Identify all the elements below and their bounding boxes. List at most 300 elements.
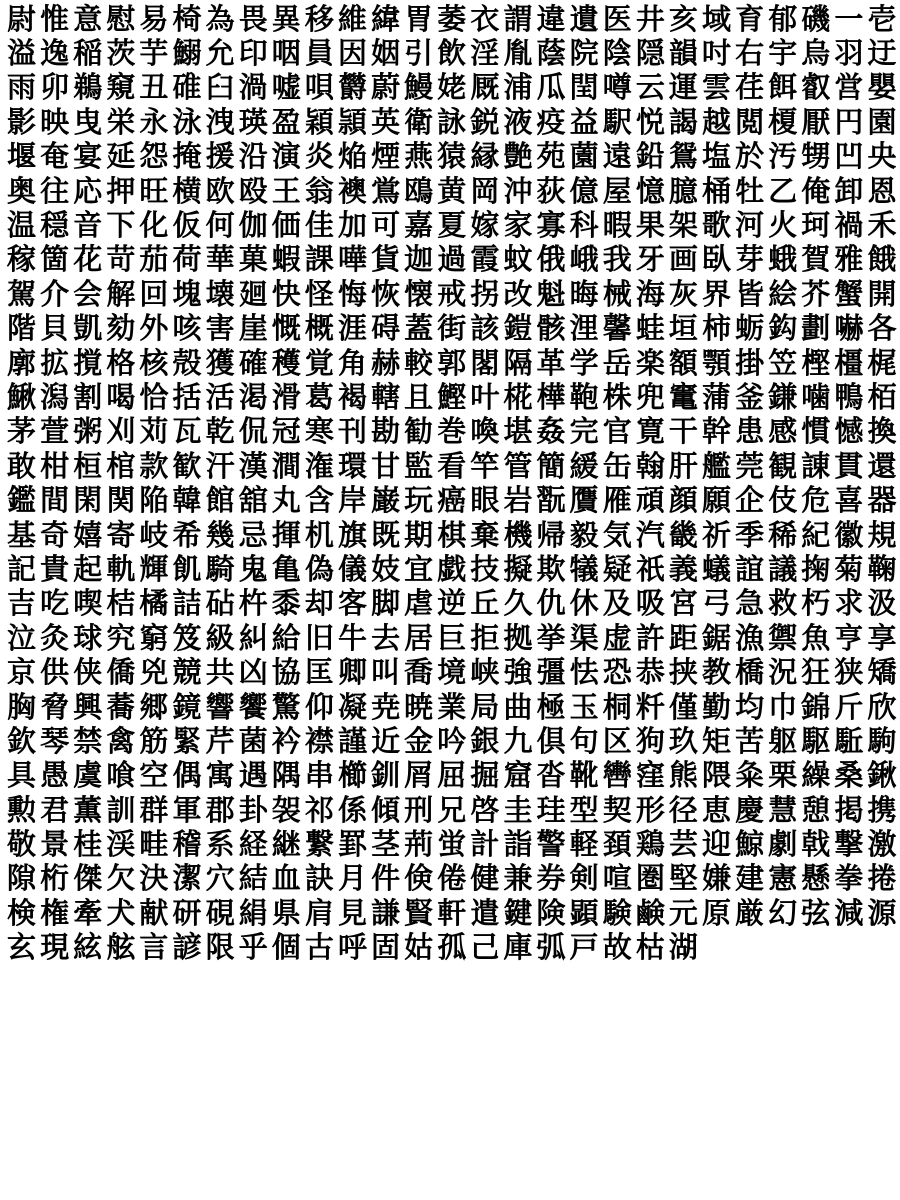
kanji-glyph: 許 bbox=[635, 621, 665, 655]
kanji-glyph: 曲 bbox=[503, 689, 533, 724]
kanji-glyph: 吉 bbox=[7, 586, 37, 621]
kanji-glyph: 雁 bbox=[602, 483, 632, 518]
kanji-glyph: 掲 bbox=[834, 792, 864, 827]
kanji-glyph: 株 bbox=[602, 380, 632, 414]
kanji-glyph: 喜 bbox=[834, 483, 864, 518]
kanji-glyph: 気 bbox=[602, 517, 632, 552]
kanji-glyph: 姥 bbox=[437, 70, 467, 105]
kanji-glyph: 央 bbox=[867, 139, 897, 174]
kanji-glyph: 階 bbox=[7, 311, 37, 346]
kanji-glyph: 兼 bbox=[503, 861, 533, 896]
kanji-glyph: 苦 bbox=[735, 724, 765, 758]
kanji-glyph: 殴 bbox=[238, 173, 268, 208]
kanji-glyph: 獲 bbox=[205, 345, 235, 380]
kanji-glyph: 個 bbox=[271, 930, 301, 965]
kanji-glyph: 轡 bbox=[602, 758, 632, 793]
kanji-glyph: 悦 bbox=[635, 105, 665, 139]
kanji-glyph: 益 bbox=[569, 105, 599, 139]
kanji-glyph: 館 bbox=[205, 483, 235, 518]
kanji-glyph: 器 bbox=[867, 483, 897, 518]
kanji-glyph: 救 bbox=[768, 586, 798, 621]
kanji-glyph: 岡 bbox=[470, 173, 500, 208]
kanji-glyph: 畏 bbox=[238, 2, 268, 36]
kanji-glyph: 覚 bbox=[304, 345, 334, 380]
kanji-glyph: 謁 bbox=[668, 105, 698, 139]
kanji-glyph: 傾 bbox=[371, 792, 401, 827]
kanji-glyph: 桐 bbox=[602, 689, 632, 724]
kanji-glyph: 飢 bbox=[172, 552, 202, 586]
kanji-glyph: 諺 bbox=[172, 930, 202, 965]
kanji-glyph: 贋 bbox=[569, 483, 599, 518]
kanji-glyph: 応 bbox=[73, 173, 103, 208]
kanji-glyph: 癌 bbox=[437, 483, 467, 518]
kanji-glyph: 拳 bbox=[834, 861, 864, 896]
kanji-glyph: 彊 bbox=[536, 655, 566, 690]
kanji-glyph: 厭 bbox=[801, 105, 831, 139]
kanji-glyph: 蛙 bbox=[635, 311, 665, 346]
kanji-glyph: 謂 bbox=[503, 2, 533, 36]
kanji-glyph: 駕 bbox=[7, 277, 37, 311]
kanji-glyph: 影 bbox=[7, 105, 37, 139]
kanji-glyph: 刑 bbox=[404, 792, 434, 827]
kanji-glyph: 宴 bbox=[73, 139, 103, 174]
kanji-glyph: 轄 bbox=[371, 380, 401, 414]
kanji-glyph: 嫌 bbox=[702, 861, 732, 896]
kanji-glyph: 鰯 bbox=[172, 36, 202, 71]
kanji-glyph: 隅 bbox=[271, 758, 301, 793]
kanji-glyph: 駅 bbox=[602, 105, 632, 139]
kanji-glyph: 鵜 bbox=[73, 70, 103, 105]
kanji-glyph: 洩 bbox=[205, 105, 235, 139]
kanji-glyph: 言 bbox=[139, 930, 169, 965]
kanji-glyph: 栄 bbox=[106, 105, 136, 139]
kanji-glyph: 監 bbox=[404, 449, 434, 483]
kanji-glyph: 希 bbox=[172, 517, 202, 552]
kanji-glyph: 晦 bbox=[569, 277, 599, 311]
kanji-glyph: 盈 bbox=[271, 105, 301, 139]
kanji-glyph: 欽 bbox=[7, 724, 37, 758]
kanji-glyph: 掩 bbox=[172, 139, 202, 174]
kanji-glyph: 各 bbox=[867, 311, 897, 346]
kanji-glyph: 回 bbox=[139, 277, 169, 311]
kanji-glyph: 俺 bbox=[801, 173, 831, 208]
kanji-glyph: 芽 bbox=[735, 242, 765, 277]
kanji-glyph: 喚 bbox=[470, 414, 500, 449]
kanji-glyph: 粂 bbox=[735, 758, 765, 793]
kanji-glyph: 限 bbox=[205, 930, 235, 965]
kanji-glyph: 鉛 bbox=[635, 139, 665, 174]
kanji-glyph: 金 bbox=[404, 724, 434, 758]
kanji-glyph: 維 bbox=[337, 2, 367, 36]
kanji-glyph: 吟 bbox=[437, 724, 467, 758]
kanji-glyph: 拐 bbox=[470, 277, 500, 311]
kanji-glyph: 嘘 bbox=[271, 70, 301, 105]
kanji-glyph: 荻 bbox=[536, 173, 566, 208]
kanji-glyph: 携 bbox=[867, 792, 897, 827]
kanji-glyph: 員 bbox=[304, 36, 334, 71]
kanji-glyph: 憶 bbox=[635, 173, 665, 208]
kanji-glyph: 矯 bbox=[867, 655, 897, 690]
kanji-glyph: 協 bbox=[271, 655, 301, 690]
kanji-glyph: 粥 bbox=[73, 414, 103, 449]
kanji-glyph: 華 bbox=[205, 242, 235, 277]
kanji-glyph: 技 bbox=[470, 552, 500, 586]
kanji-glyph: 悔 bbox=[337, 277, 367, 311]
kanji-glyph: 勧 bbox=[404, 414, 434, 449]
kanji-glyph: 郁 bbox=[768, 2, 798, 36]
kanji-glyph: 厳 bbox=[735, 896, 765, 930]
kanji-glyph: 含 bbox=[304, 483, 334, 518]
kanji-glyph: 芸 bbox=[668, 827, 698, 862]
kanji-glyph: 艦 bbox=[702, 449, 732, 483]
kanji-glyph: 勲 bbox=[7, 792, 37, 827]
kanji-glyph: 強 bbox=[503, 655, 533, 690]
kanji-glyph: 勤 bbox=[702, 689, 732, 724]
kanji-glyph: 井 bbox=[635, 2, 665, 36]
kanji-glyph: 屑 bbox=[404, 758, 434, 793]
kanji-glyph: 泳 bbox=[172, 105, 202, 139]
kanji-glyph: 往 bbox=[40, 173, 70, 208]
kanji-glyph: 崖 bbox=[238, 311, 268, 346]
kanji-glyph: 嬉 bbox=[73, 517, 103, 552]
kanji-glyph: 企 bbox=[735, 483, 765, 518]
kanji-glyph: 鈎 bbox=[768, 311, 798, 346]
kanji-glyph: 育 bbox=[735, 2, 765, 36]
kanji-glyph: 竿 bbox=[470, 449, 500, 483]
kanji-glyph: 研 bbox=[172, 896, 202, 930]
kanji-glyph: 較 bbox=[404, 345, 434, 380]
kanji-glyph: 且 bbox=[404, 380, 434, 414]
kanji-glyph: 倦 bbox=[437, 861, 467, 896]
kanji-glyph: 矩 bbox=[702, 724, 732, 758]
kanji-glyph: 欺 bbox=[536, 552, 566, 586]
kanji-glyph: 刊 bbox=[337, 414, 367, 449]
kanji-glyph: 祈 bbox=[702, 517, 732, 552]
kanji-glyph: 灰 bbox=[668, 277, 698, 311]
kanji-glyph: 乾 bbox=[205, 414, 235, 449]
kanji-glyph: 衿 bbox=[271, 724, 301, 758]
kanji-glyph: 核 bbox=[139, 345, 169, 380]
kanji-glyph: 峨 bbox=[569, 242, 599, 277]
kanji-glyph: 苅 bbox=[139, 414, 169, 449]
kanji-glyph: 郡 bbox=[205, 792, 235, 827]
kanji-glyph: 規 bbox=[867, 517, 897, 552]
kanji-glyph: 該 bbox=[470, 311, 500, 346]
kanji-glyph: 亀 bbox=[271, 552, 301, 586]
kanji-glyph: 詣 bbox=[503, 827, 533, 862]
kanji-glyph: 興 bbox=[73, 689, 103, 724]
kanji-glyph: 溢 bbox=[7, 36, 37, 71]
kanji-glyph: 款 bbox=[139, 449, 169, 483]
kanji-glyph: 羽 bbox=[834, 36, 864, 71]
kanji-glyph: 菌 bbox=[238, 724, 268, 758]
kanji-glyph: 斤 bbox=[834, 689, 864, 724]
kanji-glyph: 硯 bbox=[205, 896, 235, 930]
kanji-glyph: 喬 bbox=[404, 655, 434, 690]
kanji-glyph: 丘 bbox=[470, 586, 500, 621]
kanji-glyph: 剣 bbox=[569, 861, 599, 896]
kanji-glyph: 絹 bbox=[238, 896, 268, 930]
kanji-glyph: 憾 bbox=[834, 414, 864, 449]
kanji-glyph: 繰 bbox=[801, 758, 831, 793]
kanji-glyph: 夏 bbox=[437, 208, 467, 243]
kanji-glyph: 蟻 bbox=[702, 552, 732, 586]
kanji-glyph: 玩 bbox=[404, 483, 434, 518]
kanji-glyph: 越 bbox=[702, 105, 732, 139]
kanji-glyph: 揮 bbox=[271, 517, 301, 552]
kanji-glyph: 孤 bbox=[437, 930, 467, 965]
kanji-glyph: 唄 bbox=[304, 70, 334, 105]
kanji-glyph: 化 bbox=[139, 208, 169, 243]
kanji-glyph: 滑 bbox=[271, 380, 301, 414]
kanji-glyph: 貫 bbox=[834, 449, 864, 483]
kanji-glyph: 咽 bbox=[271, 36, 301, 71]
kanji-glyph: 烏 bbox=[801, 36, 831, 71]
kanji-glyph: 怯 bbox=[569, 655, 599, 690]
kanji-glyph: 釜 bbox=[735, 380, 765, 414]
kanji-glyph: 願 bbox=[702, 483, 732, 518]
kanji-glyph: 牛 bbox=[337, 621, 367, 655]
kanji-glyph: 欝 bbox=[337, 70, 367, 105]
kanji-glyph: 概 bbox=[304, 311, 334, 346]
kanji-glyph: 穏 bbox=[40, 208, 70, 243]
kanji-glyph: 危 bbox=[801, 483, 831, 518]
kanji-glyph: 怨 bbox=[139, 139, 169, 174]
kanji-glyph: 顕 bbox=[569, 896, 599, 930]
kanji-glyph: 蓋 bbox=[404, 311, 434, 346]
kanji-glyph: 懸 bbox=[801, 861, 831, 896]
kanji-glyph: 卸 bbox=[834, 173, 864, 208]
kanji-glyph: 恩 bbox=[867, 173, 897, 208]
kanji-glyph: 鋸 bbox=[702, 621, 732, 655]
kanji-glyph: 郷 bbox=[139, 689, 169, 724]
kanji-glyph: 桶 bbox=[702, 173, 732, 208]
kanji-glyph: 虞 bbox=[73, 758, 103, 793]
kanji-glyph: 葛 bbox=[304, 380, 334, 414]
kanji-glyph: 家 bbox=[503, 208, 533, 243]
kanji-glyph: 魁 bbox=[536, 277, 566, 311]
kanji-glyph: 久 bbox=[503, 586, 533, 621]
kanji-glyph: 倹 bbox=[404, 861, 434, 896]
kanji-glyph: 暇 bbox=[602, 208, 632, 243]
kanji-glyph: 荊 bbox=[404, 827, 434, 862]
kanji-glyph: 禾 bbox=[867, 208, 897, 243]
kanji-glyph: 械 bbox=[602, 277, 632, 311]
kanji-glyph: 湖 bbox=[668, 930, 698, 965]
kanji-glyph: 牽 bbox=[73, 896, 103, 930]
kanji-glyph: 雲 bbox=[702, 70, 732, 105]
kanji-glyph: 蝦 bbox=[271, 242, 301, 277]
kanji-glyph: 価 bbox=[271, 208, 301, 243]
kanji-glyph: 乎 bbox=[238, 930, 268, 965]
kanji-glyph: 玉 bbox=[569, 689, 599, 724]
kanji-glyph: 休 bbox=[569, 586, 599, 621]
kanji-glyph: 競 bbox=[172, 655, 202, 690]
kanji-glyph: 寓 bbox=[205, 758, 235, 793]
kanji-glyph: 宜 bbox=[404, 552, 434, 586]
kanji-glyph: 黍 bbox=[271, 586, 301, 621]
kanji-glyph: 巨 bbox=[437, 621, 467, 655]
kanji-glyph: 王 bbox=[271, 173, 301, 208]
kanji-glyph: 鶏 bbox=[635, 827, 665, 862]
kanji-glyph: 橘 bbox=[139, 586, 169, 621]
kanji-glyph: 慶 bbox=[735, 792, 765, 827]
kanji-glyph: 云 bbox=[635, 70, 665, 105]
kanji-glyph: 鑑 bbox=[7, 483, 37, 518]
kanji-glyph: 皆 bbox=[735, 277, 765, 311]
kanji-glyph: 沓 bbox=[536, 758, 566, 793]
kanji-glyph: 関 bbox=[106, 483, 136, 518]
kanji-glyph: 啓 bbox=[470, 792, 500, 827]
kanji-glyph: 渓 bbox=[106, 827, 136, 862]
kanji-glyph: 岸 bbox=[337, 483, 367, 518]
kanji-glyph: 距 bbox=[668, 621, 698, 655]
kanji-glyph: 餌 bbox=[768, 70, 798, 105]
kanji-glyph: 胤 bbox=[503, 36, 533, 71]
kanji-glyph: 雅 bbox=[834, 242, 864, 277]
kanji-glyph: 椅 bbox=[172, 2, 202, 36]
kanji-glyph: 縁 bbox=[470, 139, 500, 174]
kanji-glyph: 絃 bbox=[73, 930, 103, 965]
kanji-glyph: 岩 bbox=[503, 483, 533, 518]
kanji-glyph: 鬼 bbox=[238, 552, 268, 586]
kanji-glyph: 粁 bbox=[635, 689, 665, 724]
kanji-glyph: 泣 bbox=[7, 621, 37, 655]
kanji-glyph: 芥 bbox=[801, 277, 831, 311]
kanji-glyph: 隈 bbox=[702, 758, 732, 793]
kanji-glyph: 浦 bbox=[503, 70, 533, 105]
kanji-glyph: 偽 bbox=[304, 552, 334, 586]
kanji-glyph: 引 bbox=[404, 36, 434, 71]
kanji-glyph: 訣 bbox=[304, 861, 334, 896]
kanji-glyph: 具 bbox=[7, 758, 37, 793]
kanji-glyph: 臼 bbox=[205, 70, 235, 105]
kanji-glyph: 碍 bbox=[371, 311, 401, 346]
kanji-glyph: 境 bbox=[437, 655, 467, 690]
kanji-glyph: 建 bbox=[735, 861, 765, 896]
kanji-glyph: 軍 bbox=[172, 792, 202, 827]
kanji-glyph: 加 bbox=[337, 208, 367, 243]
kanji-glyph: 允 bbox=[205, 36, 235, 71]
kanji-glyph: 決 bbox=[139, 861, 169, 896]
kanji-glyph: 及 bbox=[602, 586, 632, 621]
kanji-glyph: 缶 bbox=[602, 449, 632, 483]
kanji-glyph: 屈 bbox=[437, 758, 467, 793]
kanji-glyph: 介 bbox=[40, 277, 70, 311]
kanji-glyph: 害 bbox=[205, 311, 235, 346]
kanji-glyph: 幻 bbox=[768, 896, 798, 930]
kanji-glyph: 茎 bbox=[371, 827, 401, 862]
kanji-glyph: 亥 bbox=[668, 2, 698, 36]
kanji-glyph: 議 bbox=[768, 552, 798, 586]
kanji-glyph: 宇 bbox=[768, 36, 798, 71]
kanji-glyph: 柿 bbox=[702, 311, 732, 346]
kanji-glyph: 竃 bbox=[668, 380, 698, 414]
kanji-glyph: 毅 bbox=[569, 517, 599, 552]
kanji-glyph: 教 bbox=[702, 655, 732, 690]
kanji-glyph: 凶 bbox=[238, 655, 268, 690]
kanji-glyph: 鍬 bbox=[867, 758, 897, 793]
kanji-glyph: 茨 bbox=[106, 36, 136, 71]
kanji-glyph: 鋭 bbox=[470, 105, 500, 139]
kanji-glyph: 干 bbox=[668, 414, 698, 449]
kanji-glyph: 桁 bbox=[40, 861, 70, 896]
kanji-glyph: 棋 bbox=[437, 517, 467, 552]
kanji-glyph: 薫 bbox=[73, 792, 103, 827]
kanji-glyph: 因 bbox=[337, 36, 367, 71]
kanji-glyph: 騎 bbox=[205, 552, 235, 586]
kanji-glyph: 眼 bbox=[470, 483, 500, 518]
kanji-glyph: 筋 bbox=[139, 724, 169, 758]
kanji-glyph: 稼 bbox=[7, 242, 37, 277]
kanji-glyph: 淫 bbox=[470, 36, 500, 71]
kanji-glyph: 隔 bbox=[503, 345, 533, 380]
kanji-glyph: 界 bbox=[702, 277, 732, 311]
kanji-glyph: 業 bbox=[437, 689, 467, 724]
kanji-glyph: 倶 bbox=[536, 724, 566, 758]
kanji-glyph: 快 bbox=[271, 277, 301, 311]
kanji-glyph: 弦 bbox=[801, 896, 831, 930]
kanji-glyph: 汚 bbox=[768, 139, 798, 174]
kanji-glyph: 故 bbox=[602, 930, 632, 965]
kanji-glyph: 寛 bbox=[635, 414, 665, 449]
kanji-glyph: 熊 bbox=[668, 758, 698, 793]
kanji-glyph: 喝 bbox=[106, 380, 136, 414]
kanji-glyph: 赫 bbox=[371, 345, 401, 380]
kanji-glyph: 旧 bbox=[304, 621, 334, 655]
kanji-glyph: 健 bbox=[470, 861, 500, 896]
kanji-glyph: 謹 bbox=[337, 724, 367, 758]
kanji-glyph: 為 bbox=[205, 2, 235, 36]
kanji-glyph: 鏡 bbox=[172, 689, 202, 724]
kanji-glyph: 援 bbox=[205, 139, 235, 174]
kanji-glyph: 卯 bbox=[40, 70, 70, 105]
kanji-glyph: 漢 bbox=[238, 449, 268, 483]
kanji-glyph: 間 bbox=[40, 483, 70, 518]
kanji-glyph: 駆 bbox=[801, 724, 831, 758]
kanji-glyph: 角 bbox=[337, 345, 367, 380]
kanji-glyph: 管 bbox=[503, 449, 533, 483]
kanji-glyph: 凝 bbox=[337, 689, 367, 724]
kanji-glyph: 鰍 bbox=[7, 380, 37, 414]
kanji-glyph: 嘩 bbox=[337, 242, 367, 277]
kanji-glyph: 奄 bbox=[40, 139, 70, 174]
kanji-glyph: 卦 bbox=[238, 792, 268, 827]
kanji-glyph: 薗 bbox=[569, 139, 599, 174]
kanji-glyph: 圏 bbox=[635, 861, 665, 896]
kanji-glyph: 渦 bbox=[238, 70, 268, 105]
kanji-glyph: 笠 bbox=[768, 345, 798, 380]
kanji-glyph: 遣 bbox=[470, 896, 500, 930]
kanji-glyph: 侃 bbox=[238, 414, 268, 449]
kanji-glyph: 衣 bbox=[470, 2, 500, 36]
kanji-glyph: 岳 bbox=[602, 345, 632, 380]
kanji-glyph: 鰻 bbox=[404, 70, 434, 105]
kanji-glyph: 杵 bbox=[238, 586, 268, 621]
kanji-glyph: 君 bbox=[40, 792, 70, 827]
kanji-glyph: 喰 bbox=[106, 758, 136, 793]
kanji-glyph: 櫛 bbox=[337, 758, 367, 793]
kanji-glyph: 汽 bbox=[635, 517, 665, 552]
kanji-glyph: 瑛 bbox=[238, 105, 268, 139]
kanji-glyph: 貝 bbox=[40, 311, 70, 346]
kanji-glyph: 券 bbox=[536, 861, 566, 896]
kanji-glyph: 蛎 bbox=[735, 311, 765, 346]
kanji-glyph: 陰 bbox=[602, 36, 632, 71]
kanji-glyph: 玄 bbox=[7, 930, 37, 965]
kanji-glyph: 翰 bbox=[635, 449, 665, 483]
kanji-glyph: 延 bbox=[106, 139, 136, 174]
